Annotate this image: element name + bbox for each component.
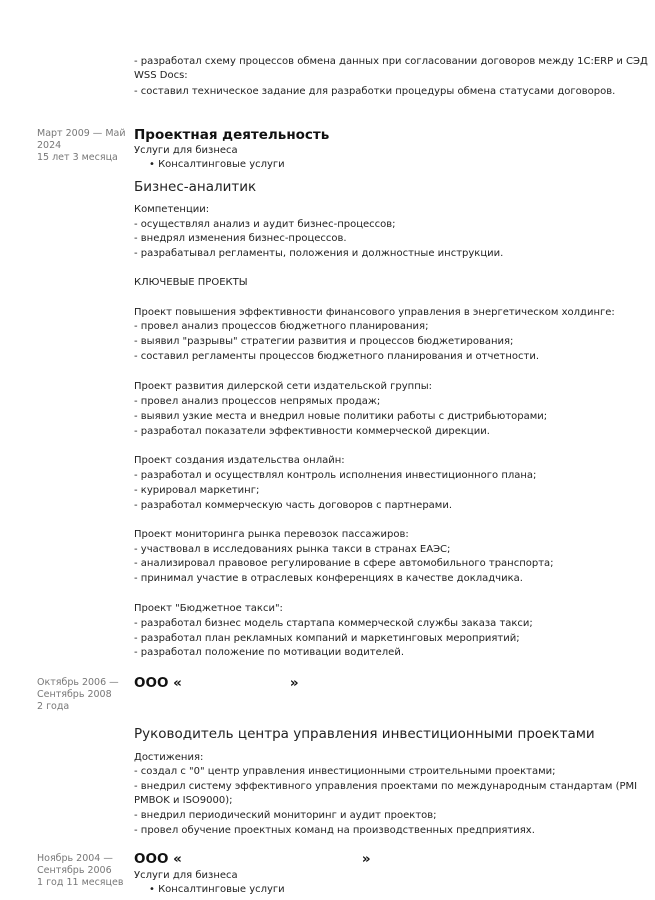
description-line: - разработал бизнес модель стартапа коммерческой службы заказа такси; [134, 618, 533, 629]
description-line: - разработал коммерческую часть договоров с партнерами. [134, 500, 453, 511]
description-line: - провел обучение проектных команд на производственных предприятиях. [134, 825, 535, 836]
employment-dates [37, 853, 129, 889]
description-line: - разработал схему процессов обмена данных при согласовании договоров между 1С:ERP и СЭД [134, 56, 648, 67]
description-line: Проект "Бюджетное такси": [134, 603, 283, 614]
description-line: WSS Docs: [134, 70, 188, 81]
company-name-close: » [289, 675, 299, 691]
description-line: - провел анализ процессов бюджетного планирования; [134, 321, 429, 332]
description-line: - внедрил периодический мониторинг и аудит проектов; [134, 810, 437, 821]
employment-dates [37, 677, 129, 713]
description-line: Проект создания издательства онлайн: [134, 455, 345, 466]
company-name-close: » [361, 851, 371, 867]
description-line: - выявил узкие места и внедрил новые политики работы с дистрибьюторами; [134, 411, 548, 422]
duration: 2 года [37, 701, 70, 712]
company-name: Проектная деятельность [134, 127, 330, 143]
description-line: - анализировал правовое регулирование в сфере автомобильного транспорта; [134, 558, 554, 569]
description-line: Проект развития дилерской сети издательской группы: [134, 381, 432, 392]
description-line: - осуществлял анализ и аудит бизнес-процессов; [134, 219, 396, 230]
company-name-open: ООО « [134, 851, 182, 867]
industry: Услуги для бизнеса [134, 145, 238, 156]
description-line: Проект мониторинга рынка перевозок пассажиров: [134, 529, 409, 540]
sub-industry: • Консалтинговые услуги [149, 884, 285, 895]
date-start-line: Октябрь 2006 — [37, 677, 119, 688]
description-line: - разрабатывал регламенты, положения и должностные инструкции. [134, 248, 504, 259]
section-heading: КЛЮЧЕВЫЕ ПРОЕКТЫ [134, 277, 248, 288]
description-line: - разработал положение по мотивации водителей. [134, 647, 405, 658]
position-title: Руководитель центра управления инвестиционными проектами [134, 726, 595, 742]
date-end-line: 2024 [37, 140, 62, 151]
description-line: - принимал участие в отраслевых конференциях в качестве докладчика. [134, 573, 523, 584]
description-line: - составил регламенты процессов бюджетного планирования и отчетности. [134, 351, 540, 362]
company-name [134, 850, 371, 868]
company-name [134, 674, 299, 692]
description-line: - создал с "0" центр управления инвестиционными строительными проектами; [134, 766, 556, 777]
date-start-line: Март 2009 — Май [37, 128, 126, 139]
description-line: Компетенции: [134, 204, 210, 215]
description-line: PMBOK и ISO9000); [134, 795, 233, 806]
description-line: - внедрял изменения бизнес-процессов. [134, 233, 347, 244]
description-line: Проект повышения эффективности финансового управления в энергетическом холдинге: [134, 307, 615, 318]
date-end-line: Сентябрь 2008 [37, 689, 112, 700]
sub-industry: • Консалтинговые услуги [149, 159, 285, 170]
description-line: - внедрил систему эффективного управления проектами по международным стандартам (PMI [134, 781, 638, 792]
date-start-line: Ноябрь 2004 — [37, 853, 113, 864]
company-name-open: ООО « [134, 675, 182, 691]
position-title: Бизнес-аналитик [134, 179, 257, 195]
description-line: - выявил "разрывы" стратегии развития и процессов бюджетирования; [134, 336, 514, 347]
description-line: - провел анализ процессов непрямых продаж; [134, 396, 381, 407]
description-line: - составил техническое задание для разработки процедуры обмена статусами договоров. [134, 86, 616, 97]
employment-dates [37, 128, 129, 164]
description-line: - разработал и осуществлял контроль исполнения инвестиционного плана; [134, 470, 537, 481]
duration: 1 год 11 месяцев [37, 877, 124, 888]
description-line: - разработал план рекламных компаний и маркетинговых мероприятий; [134, 633, 520, 644]
description-line: - курировал маркетинг; [134, 485, 260, 496]
description-line: - участвовал в исследованиях рынка такси в странах ЕАЭС; [134, 544, 451, 555]
description-line: Достижения: [134, 752, 204, 763]
industry: Услуги для бизнеса [134, 870, 238, 881]
description-line: - разработал показатели эффективности коммерческой дирекции. [134, 426, 490, 437]
duration: 15 лет 3 месяца [37, 152, 118, 163]
date-end-line: Сентябрь 2006 [37, 865, 112, 876]
